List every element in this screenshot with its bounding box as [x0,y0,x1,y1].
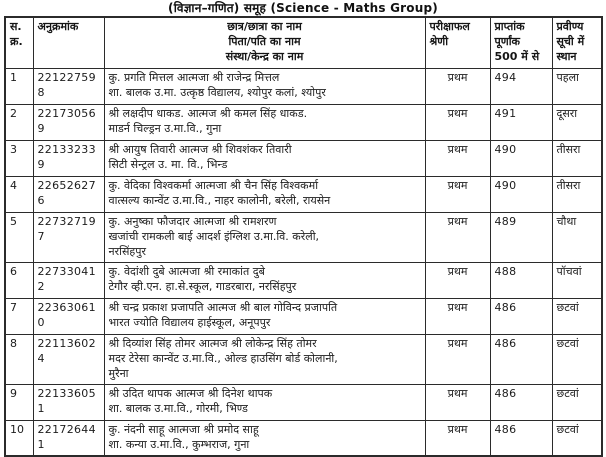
marks-cell: 490 [490,140,552,176]
roll-cell: 227330412 [33,262,104,298]
page-title: (विज्ञान–गणित) समूह (Science - Maths Group) [168,1,438,15]
table-row [5,420,602,456]
serial-cell: 7 [5,298,33,334]
table-header-row [5,17,602,68]
merit-cell: चौथा [552,212,602,262]
table-row [5,104,602,140]
result-cell: प्रथम [425,140,490,176]
results-table [4,16,603,457]
merit-cell: छटवां [552,420,602,456]
table-row [5,68,602,104]
serial-cell: 9 [5,384,33,420]
name-cell: श्री उदित थापक आत्मज श्री दिनेश थापक शा. बालक उ.मा.वि., गोरमी, भिण्ड [104,384,425,420]
roll-cell: 221332339 [33,140,104,176]
marks-cell: 488 [490,262,552,298]
merit-cell: तीसरा [552,140,602,176]
serial-cell: 1 [5,68,33,104]
result-cell: प्रथम [425,298,490,334]
merit-cell: दूसरा [552,104,602,140]
roll-cell: 223630610 [33,298,104,334]
name-cell: श्री आयुष तिवारी आत्मज श्री शिवशंकर तिवारी सिटी सेन्ट्रल उ. मा. वि., भिन्ड [104,140,425,176]
result-cell: प्रथम [425,262,490,298]
serial-cell: 5 [5,212,33,262]
serial-cell: 3 [5,140,33,176]
roll-cell: 221136024 [33,334,104,384]
roll-cell: 221336051 [33,384,104,420]
table-row [5,298,602,334]
result-cell: प्रथम [425,384,490,420]
roll-cell: 226526276 [33,176,104,212]
result-cell: प्रथम [425,420,490,456]
marks-cell: 486 [490,334,552,384]
merit-cell: छटवां [552,298,602,334]
name-cell: कु. नंदनी साहू आत्मजा श्री प्रमोद साहू शा. कन्या उ.मा.वि., कुम्भराज, गुना [104,420,425,456]
merit-cell: पहला [552,68,602,104]
table-row [5,384,602,420]
result-cell: प्रथम [425,68,490,104]
merit-cell: छटवां [552,334,602,384]
result-cell: प्रथम [425,104,490,140]
roll-cell: 221227598 [33,68,104,104]
merit-cell: तीसरा [552,176,602,212]
result-cell: प्रथम [425,212,490,262]
name-cell: कु. अनुष्का फौजदार आत्मजा श्री रामशरण खजांची रामकली बाई आदर्श इंग्लिश उ.मा.वि. करेली, नरसिंहपुर [104,212,425,262]
name-cell: श्री लक्षदीप धाकड. आत्मज श्री कमल सिंह धाकड. माडर्न चिल्ड्रन उ.मा.वि., गुना [104,104,425,140]
header-merit-position: प्रवीण्य सूची में स्थान [552,17,602,68]
roll-cell: 227327197 [33,212,104,262]
marks-cell: 489 [490,212,552,262]
roll-cell: 221726441 [33,420,104,456]
table-row [5,212,602,262]
merit-cell: पॉचवां [552,262,602,298]
marks-cell: 486 [490,384,552,420]
serial-cell: 6 [5,262,33,298]
table-row [5,140,602,176]
table-row [5,262,602,298]
marks-cell: 490 [490,176,552,212]
marks-cell: 486 [490,298,552,334]
result-cell: प्रथम [425,176,490,212]
marks-cell: 486 [490,420,552,456]
marks-cell: 494 [490,68,552,104]
name-cell: श्री चन्द्र प्रकाश प्रजापति आत्मज श्री बाल गोविन्द प्रजापति भारत ज्योति विद्यालय हाईस्कूल, अनूपपुर [104,298,425,334]
results-body [5,68,602,456]
table-row [5,334,602,384]
result-cell: प्रथम [425,334,490,384]
merit-cell: छटवां [552,384,602,420]
name-cell: श्री दिव्यांश सिंह तोमर आत्मज श्री लोकेन्द्र सिंह तोमर मदर टेरेसा कान्वेंट उ.मा.वि., ओल्ड हाउसिंग बोर्ड कोलानी, मुरैना [104,334,425,384]
name-cell: कु. वेदिका विश्वकर्मा आत्मजा श्री चैन सिंह विश्वकर्मा वात्सल्य कान्वेंट उ.मा.वि., नाहर कालोनी, बरेली, रायसेन [104,176,425,212]
roll-cell: 221730569 [33,104,104,140]
header-serial-no: स. क्र. [5,17,33,68]
header-name: छात्र/छात्रा का नाम पिता/पति का नाम संस्था/केन्द्र का नाम [104,17,425,68]
serial-cell: 8 [5,334,33,384]
marks-cell: 491 [490,104,552,140]
name-cell: कु. प्रगति मित्तल आत्मजा श्री राजेन्द्र मित्तल शा. बालक उ.मा. उत्कृष्ठ विद्यालय, श्योपुर कलां, श्योपुर [104,68,425,104]
table-row [5,176,602,212]
name-cell: कु. वेदांशी दुबे आत्मजा श्री रमाकांत दुबे टेगौर व्ही.एन. हा.से.स्कूल, गाडरबारा, नरसिंहपुर [104,262,425,298]
serial-cell: 10 [5,420,33,456]
header-marks-obtained: प्राप्तांक पूर्णांक 500 में से [490,17,552,68]
serial-cell: 4 [5,176,33,212]
serial-cell: 2 [5,104,33,140]
header-result-division: परीक्षाफल श्रेणी [425,17,490,68]
header-roll-number: अनुक्रमांक [33,17,104,68]
